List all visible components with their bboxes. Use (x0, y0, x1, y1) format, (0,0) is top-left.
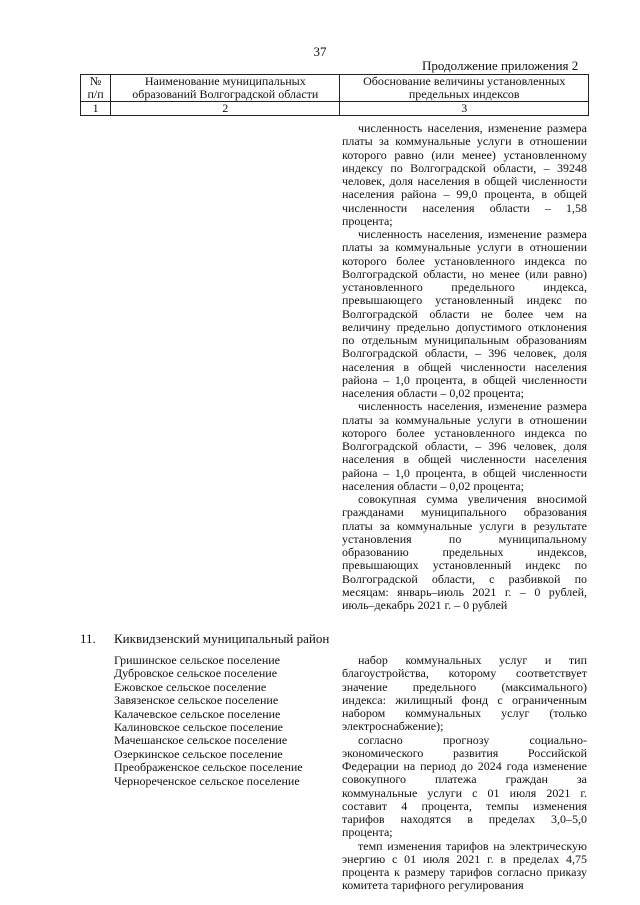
header-row (81, 75, 589, 102)
settlement-item: Гришинское сельское поселение (114, 653, 280, 667)
paragraph: численность населения, изменение размера платы за коммунальные услуги в отношении которого более установленного индекса по Волгоградской области, – 396 человек, доля населения в общей численности населения района – 1,0 процента, в общей численности населения области – 0,02 процента; (342, 399, 587, 493)
header-cell-number (81, 75, 111, 102)
header-justification-line1: Обоснование величины установленных (363, 74, 566, 88)
column-numbers-row (81, 102, 589, 116)
page-number: 37 (313, 44, 327, 59)
paragraph: совокупная сумма увеличения вносимой гражданами муниципального образования платы за коммунальные услуги в результате установления по муниципальному образованию предельных индексов, превышающих установленный индекс по Волгоградской области, с разбивкой по месяцам: январь–июль 2021 г. – 0 рублей, июль–декабрь 2021 г. – 0 рублей (342, 492, 587, 612)
settlement-item: Калиновское сельское поселение (114, 720, 284, 735)
header-cell-justification (340, 75, 589, 102)
header-number-line2: п/п (87, 87, 104, 101)
paragraph: согласно прогнозу социально-экономического развития Российской Федерации на период до 2024 года изменение совокупного платежа граждан за коммунальные услуги с 01 июля 2021 г. составит 4 процента, темпы изменения тарифов находятся в пределах 3,0–5,0 процента; (342, 732, 587, 840)
settlement-item: Дубровское сельское поселение (114, 666, 278, 681)
column-number-1: 1 (81, 102, 111, 116)
paragraph: темп изменения тарифов на электрическую энергию с 01 июля 2021 г. в пределах 4,75 процента к размеру тарифов согласно приказу комитета тарифного регулирования (342, 838, 587, 893)
header-municipality-line2: образований Волгоградской области (132, 87, 319, 101)
settlement-item: Чернореченское сельское поселение (114, 773, 300, 788)
header-number-line1: № (89, 74, 102, 88)
header-justification-line2: предельных индексов (408, 87, 520, 101)
column-number-2: 2 (111, 102, 340, 116)
header-cell-municipality (111, 75, 340, 102)
header-municipality-line1: Наименование муниципальных (144, 74, 306, 88)
settlement-item: Преображенское сельское поселение (114, 760, 303, 775)
settlement-item: Ежовское сельское поселение (114, 679, 267, 694)
column-number-3: 3 (340, 102, 589, 116)
settlement-item: Мачешанское сельское поселение (114, 733, 288, 748)
justification-block-1 (342, 122, 587, 612)
table-header (80, 74, 589, 116)
settlement-item: Завязенское сельское поселение (114, 693, 279, 708)
continuation-label: Продолжение приложения 2 (422, 58, 579, 73)
district-name: Киквидзенский муниципальный район (114, 631, 330, 646)
justification-block-2 (342, 654, 587, 893)
settlement-item: Озеркинское сельское поселение (114, 746, 283, 761)
paragraph: набор коммунальных услуг и тип благоустройства, которому соответствует значение предельного (максимального) индекса: жилищный фонд с ограниченным набором коммунальных услуг (только электроснабжение); (342, 653, 587, 734)
paragraph: численность населения, изменение размера платы за коммунальные услуги в отношении которого более установленного индекса по Волгоградской области, но менее (или равно) установленного предельного индекса, превышающего установленный индекс по Волгоградской области не более чем на величину предельно допустимого отклонения по отдельным муниципальным образованиям Волгоградской области, – 396 человек, доля населения в общей численности населения района – 1,0 процента, в общей численности населения области – 0,02 процента; (342, 227, 587, 400)
settlement-item: Калачевское сельское поселение (114, 706, 281, 721)
district-number: 11. (80, 631, 96, 646)
paragraph: численность населения, изменение размера платы за коммунальные услуги в отношении которого равно (или менее) установленному индексу по Волгоградской области, – 39248 человек, доля населения в общей численности населения района – 99,0 процента, в общей численности населения области – 1,58 процента; (342, 121, 587, 228)
settlement-list (114, 654, 303, 788)
